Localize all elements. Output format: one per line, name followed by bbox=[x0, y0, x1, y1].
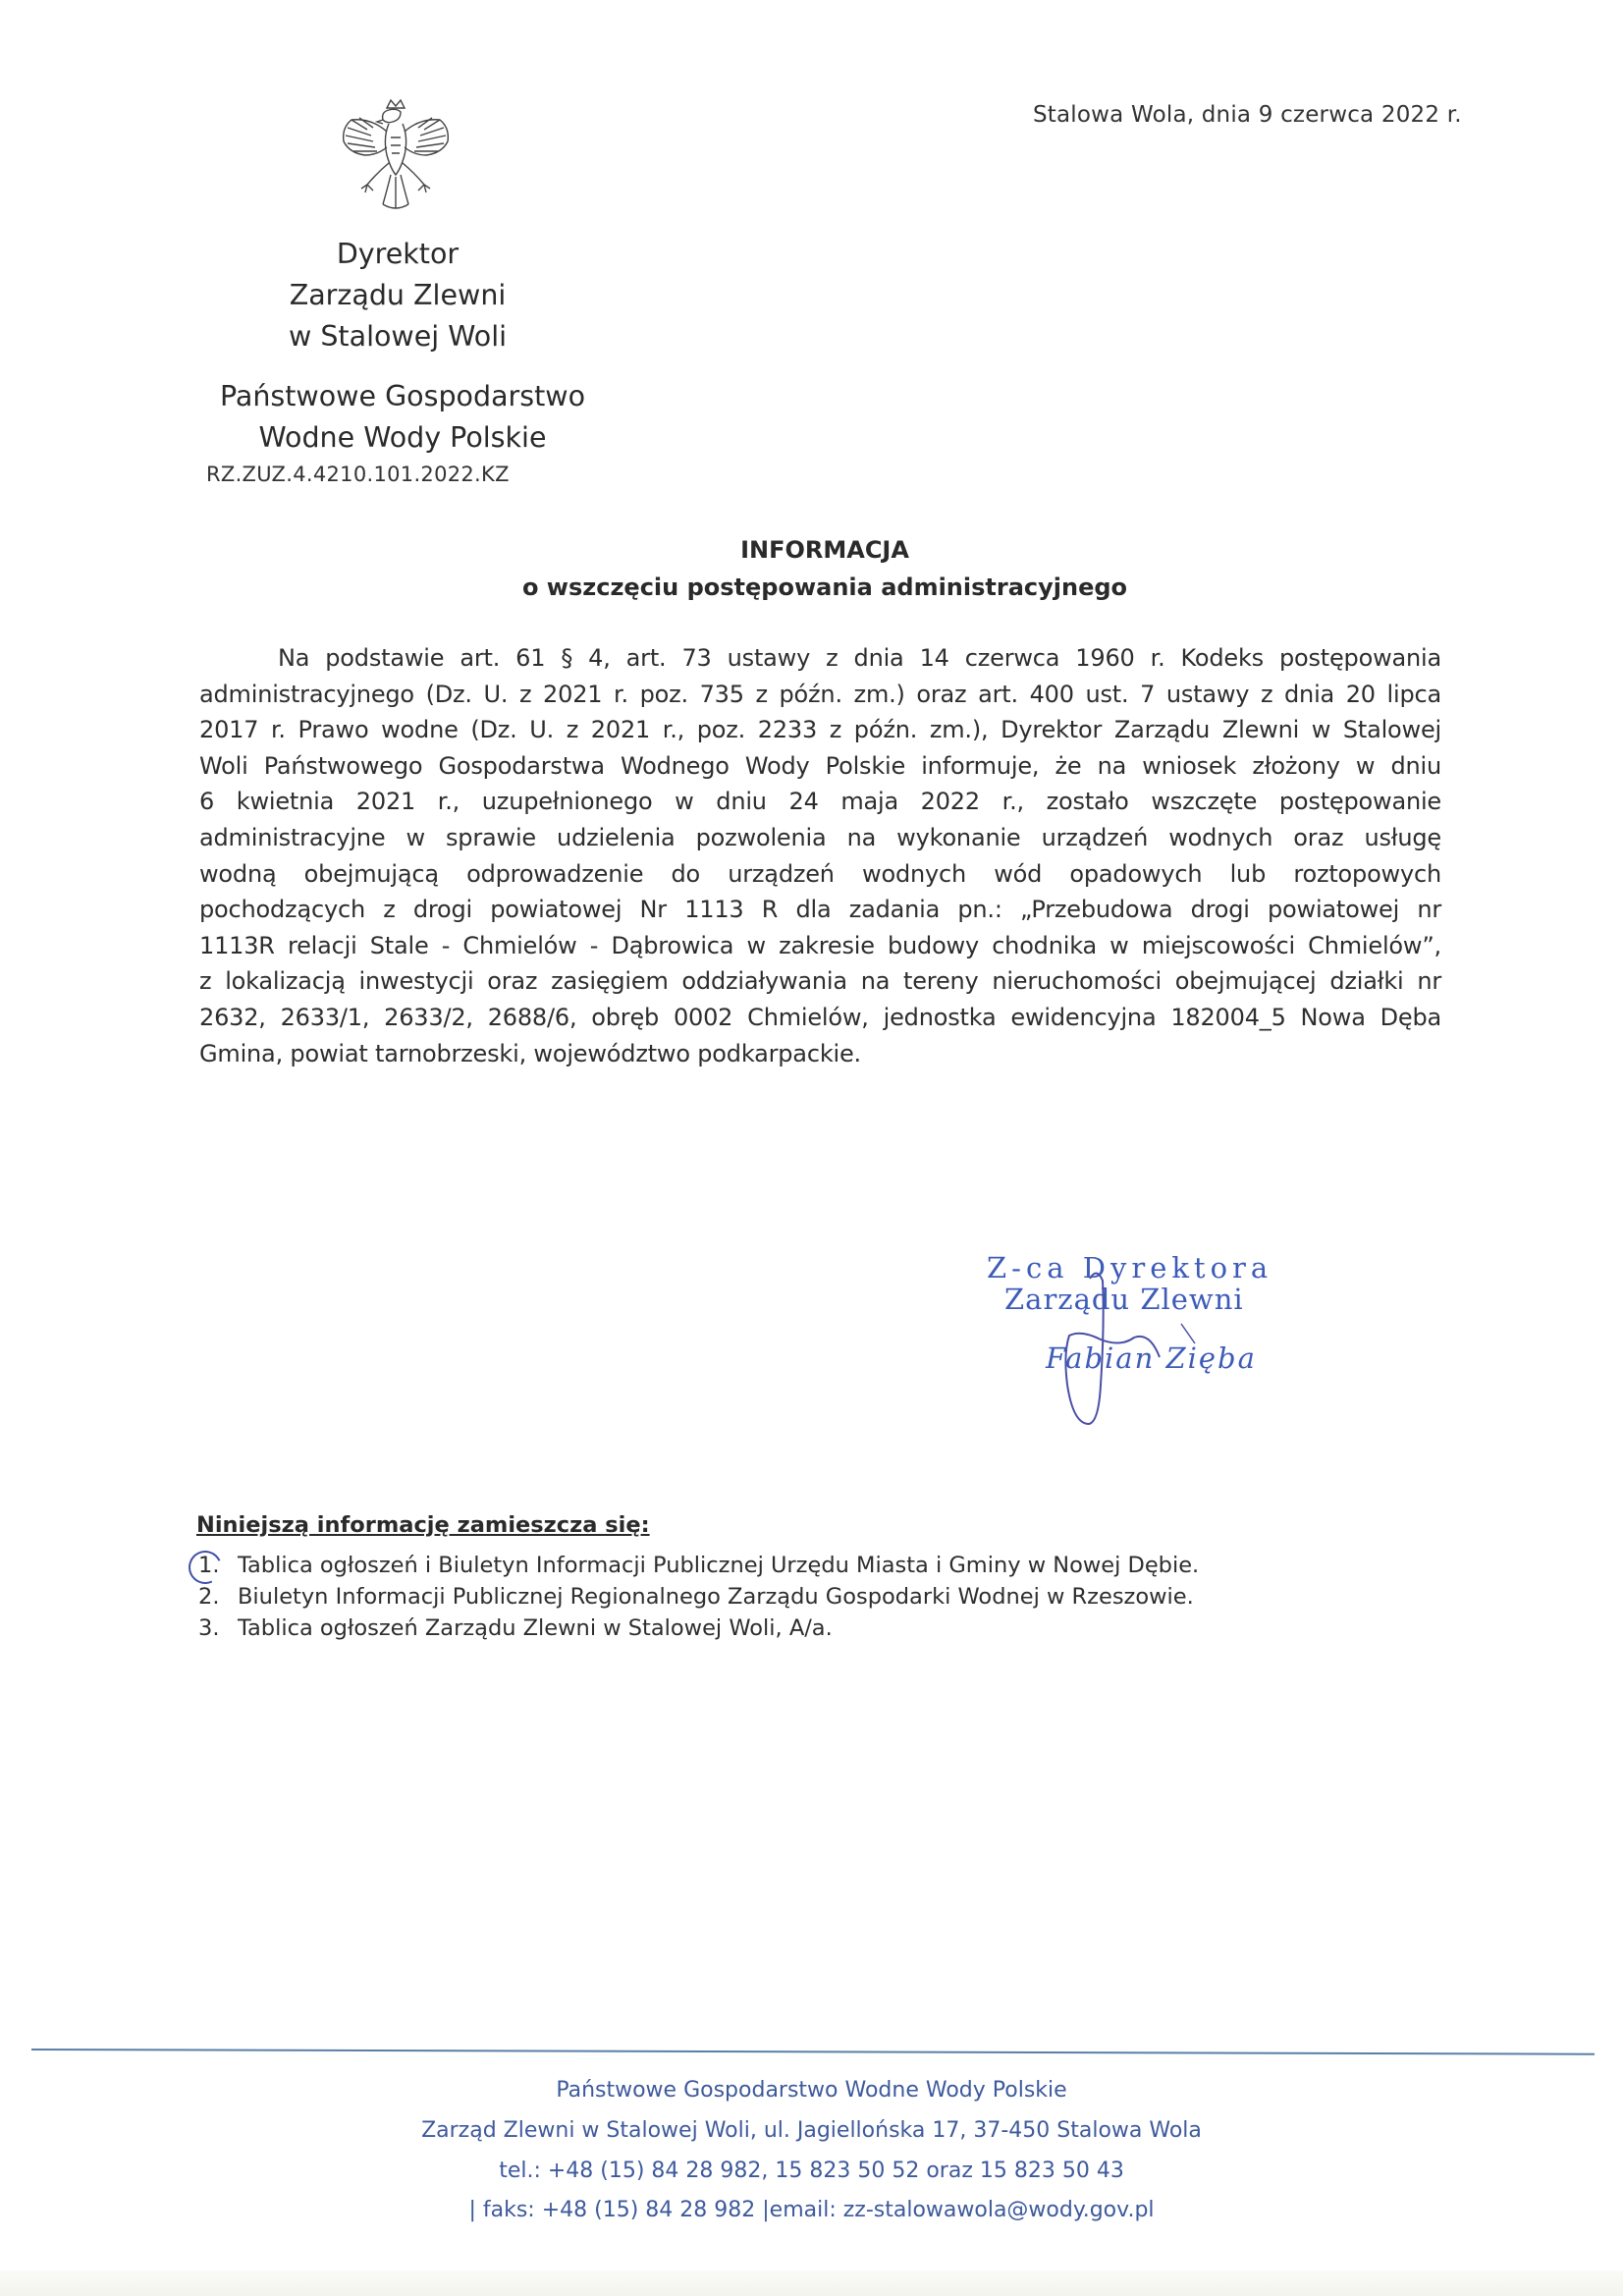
stamp-signatory-name: Fabian Zięba bbox=[1046, 1341, 1257, 1375]
stamp-role-line: Z-ca Dyrektora bbox=[987, 1251, 1273, 1285]
distribution-item: 1. Tablica ogłoszeń i Biuletyn Informacji Publicznej Urzędu Miasta i Gminy w Nowej Dębie. bbox=[192, 1550, 1199, 1581]
footer-address: Zarząd Zlewni w Stalowej Woli, ul. Jagiellońska 17, 37-450 Stalowa Wola bbox=[421, 2118, 1202, 2143]
body-line: administracyjne w sprawie udzielenia pozwolenia na wykonanie urządzeń wodnych oraz usługę bbox=[199, 823, 1441, 851]
distribution-item: 3. Tablica ogłoszeń Zarządu Zlewni w Stalowej Woli, A/a. bbox=[198, 1615, 833, 1641]
document-title: INFORMACJA bbox=[740, 536, 909, 564]
body-line: administracyjnego (Dz. U. z 2021 r. poz. 735 z późn. zm.) oraz art. 400 ust. 7 ustawy z dnia 20 lipca bbox=[199, 680, 1441, 708]
organization-name-line-1: Państwowe Gospodarstwo bbox=[219, 380, 586, 412]
distribution-heading: Niniejszą informację zamieszcza się: bbox=[196, 1512, 650, 1538]
footer-divider bbox=[31, 2049, 1595, 2055]
footer-phone: tel.: +48 (15) 84 28 982, 15 823 50 52 oraz 15 823 50 43 bbox=[499, 2159, 1124, 2183]
distribution-list bbox=[192, 1550, 1199, 1644]
body-paragraph bbox=[199, 640, 1441, 1071]
body-line: wodną obejmującą odprowadzenie do urządzeń wodnych wód opadowych lub roztopowych bbox=[199, 859, 1441, 888]
body-line: Gmina, powiat tarnobrzeski, województwo podkarpackie. bbox=[199, 1039, 861, 1067]
case-reference-number: RZ.ZUZ.4.4210.101.2022.KZ bbox=[206, 463, 510, 486]
document-subtitle: o wszczęciu postępowania administracyjnego bbox=[521, 574, 1128, 601]
body-line: z lokalizacją inwestycji oraz zasięgiem oddziaływania na tereny nieruchomości obejmującej działki nr bbox=[199, 967, 1441, 996]
authority-title-line-3: w Stalowej Woli bbox=[288, 320, 508, 353]
signature-stamp bbox=[987, 1237, 1281, 1453]
body-line: 1113R relacji Stale - Chmielów - Dąbrowica w zakresie budowy chodnika w miejscowości Chmielów”, bbox=[199, 931, 1441, 959]
handwritten-signature-icon bbox=[987, 1237, 1281, 1453]
body-line: 2017 r. Prawo wodne (Dz. U. z 2021 r., poz. 2233 z późn. zm.), Dyrektor Zarządu Zlewni w Stalowej bbox=[199, 716, 1441, 744]
authority-title-line-2: Zarządu Zlewni bbox=[289, 279, 507, 311]
footer-fax-email: | faks: +48 (15) 84 28 982 |email: zz-stalowawola@wody.gov.pl bbox=[468, 2198, 1155, 2222]
organization-name-line-2: Wodne Wody Polskie bbox=[258, 421, 547, 454]
distribution-item: 2. Biuletyn Informacji Publicznej Regionalnego Zarządu Gospodarki Wodnej w Rzeszowie. bbox=[198, 1584, 1194, 1610]
body-line: 2632, 2633/1, 2633/2, 2688/6, obręb 0002 Chmielów, jednostka ewidencyjna 182004_5 Nowa Dęba bbox=[199, 1003, 1441, 1031]
stamp-unit-line: Zarządu Zlewni bbox=[1004, 1283, 1244, 1316]
footer-organization: Państwowe Gospodarstwo Wodne Wody Polskie bbox=[556, 2078, 1067, 2103]
scan-edge-shadow bbox=[0, 2270, 1623, 2296]
body-line: pochodzących z drogi powiatowej Nr 1113 R dla zadania pn.: „Przebudowa drogi powiatowej nr bbox=[199, 896, 1441, 924]
document-date: Stalowa Wola, dnia 9 czerwca 2022 r. bbox=[1033, 102, 1462, 128]
authority-title-line-1: Dyrektor bbox=[336, 238, 460, 270]
polish-eagle-emblem-icon bbox=[332, 98, 460, 214]
body-line: Na podstawie art. 61 § 4, art. 73 ustawy z dnia 14 czerwca 1960 r. Kodeks postępowania bbox=[278, 644, 1441, 672]
body-line: Woli Państwowego Gospodarstwa Wodnego Wody Polskie informuje, że na wniosek złożony w dniu bbox=[199, 751, 1441, 780]
body-line: 6 kwietnia 2021 r., uzupełnionego w dniu 24 maja 2022 r., zostało wszczęte postępowanie bbox=[199, 788, 1441, 816]
